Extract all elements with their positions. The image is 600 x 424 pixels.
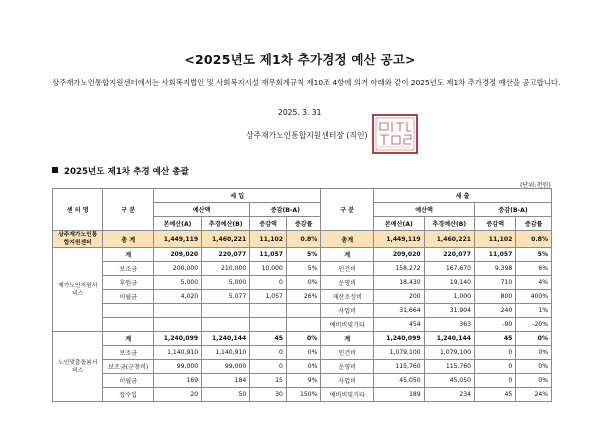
table-row xyxy=(53,332,552,346)
table-row xyxy=(53,262,552,276)
page-title: <2025년도 제1차 추가경정 예산 공고> xyxy=(184,52,416,67)
expense-category: 계 xyxy=(321,332,374,346)
expense-value: 115,760 xyxy=(374,360,424,374)
revenue-value xyxy=(202,304,250,318)
revenue-value: 184 xyxy=(202,374,250,388)
signer-name: 상주재가노인통합지원센터장 (직인) xyxy=(246,131,368,140)
revenue-category: 이월금 xyxy=(103,374,153,388)
revenue-category: 보조금 xyxy=(103,346,153,360)
header-amount-exp: 증감액 xyxy=(475,217,516,231)
expense-category: 인건비 xyxy=(321,262,374,276)
expense-value: 0% xyxy=(516,360,552,374)
header-expense: 세 출 xyxy=(374,189,552,203)
revenue-value xyxy=(286,304,320,318)
expense-value: 0 xyxy=(475,360,516,374)
total-gubun: 총 계 xyxy=(103,231,153,248)
expense-value: 45 xyxy=(475,388,516,402)
revenue-value: 209,020 xyxy=(153,248,201,262)
expense-value: 11,057 xyxy=(475,248,516,262)
header-rate-rev: 증감률 xyxy=(286,217,320,231)
header-diff-exp: 증감(B-A) xyxy=(475,203,552,217)
revenue-value xyxy=(250,318,287,332)
expense-value: 9,398 xyxy=(475,262,516,276)
revenue-value: 210,000 xyxy=(202,262,250,276)
revenue-value: 10,000 xyxy=(250,262,287,276)
intro-paragraph: 상주재가노인통합지원센터에서는 사회복지법인 및 사회복지시설 재무회계규칙 제10조 4항에 의거 아래와 같이 2025년도 제1차 추가경정 예산을 공고합니다. xyxy=(52,78,561,87)
table-cell: 1,449,119 xyxy=(153,231,201,248)
header-amount-rev: 증감액 xyxy=(250,217,287,231)
header-diff-rev: 증감(B-A) xyxy=(250,203,321,217)
group-service-2 xyxy=(53,332,552,402)
revenue-value: 30 xyxy=(250,388,287,402)
expense-value: 0 xyxy=(475,374,516,388)
table-row xyxy=(53,304,552,318)
expense-value: 454 xyxy=(374,318,424,332)
revenue-value: 220,077 xyxy=(202,248,250,262)
total-row xyxy=(53,231,552,248)
official-seal-icon xyxy=(370,113,420,155)
expense-value: 400% xyxy=(516,290,552,304)
table-cell: 0.8% xyxy=(516,231,552,248)
expense-value: 710 xyxy=(475,276,516,290)
revenue-value: 0% xyxy=(286,332,320,346)
revenue-category: 후원금 xyxy=(103,276,153,290)
revenue-value: 150% xyxy=(286,388,320,402)
expense-value: 1,079,100 xyxy=(424,346,474,360)
revenue-value: 5,000 xyxy=(153,276,201,290)
expense-value: 24% xyxy=(516,388,552,402)
square-bullet-icon xyxy=(52,167,58,173)
section-title: 2025년도 제1차 추경 예산 총괄 xyxy=(64,167,189,177)
revenue-category xyxy=(103,318,153,332)
unit-label: (단위:천원) xyxy=(520,182,551,189)
revenue-category: 이월금 xyxy=(103,290,153,304)
header-row-1 xyxy=(53,189,552,203)
expense-category: 재산조성비 xyxy=(321,290,374,304)
section-heading xyxy=(52,165,189,177)
expense-value: 31,904 xyxy=(424,304,474,318)
table-cell: 1,460,221 xyxy=(202,231,250,248)
expense-category: 인건비 xyxy=(321,346,374,360)
expense-value: 45,050 xyxy=(424,374,474,388)
revenue-value: 0% xyxy=(286,346,320,360)
expense-category: 예비비및기타 xyxy=(321,388,374,402)
table-row xyxy=(53,290,552,304)
expense-value: 167,670 xyxy=(424,262,474,276)
revenue-value: 1,140,910 xyxy=(153,346,201,360)
group-org: 재가노인지원서비스 xyxy=(53,248,103,332)
header-supp-rev: 추경예산(B) xyxy=(202,217,250,231)
expense-value: 6% xyxy=(516,262,552,276)
expense-value: 363 xyxy=(424,318,474,332)
expense-category: 운영비 xyxy=(321,276,374,290)
header-budget-exp: 예산액 xyxy=(374,203,475,217)
expense-value: 1,240,099 xyxy=(374,332,424,346)
expense-value: 45,050 xyxy=(374,374,424,388)
table-cell: 0.8% xyxy=(286,231,320,248)
announcement-date: 2025. 3. 31 xyxy=(278,108,322,117)
table-row xyxy=(53,276,552,290)
expense-value: 45 xyxy=(475,332,516,346)
table-cell: 11,102 xyxy=(475,231,516,248)
expense-category: 계 xyxy=(321,248,374,262)
expense-value: 19,140 xyxy=(424,276,474,290)
expense-category: 예비비및기타 xyxy=(321,318,374,332)
table-cell: 1,460,221 xyxy=(424,231,474,248)
revenue-category xyxy=(103,304,153,318)
revenue-value xyxy=(153,318,201,332)
revenue-category: 보조금(군청비) xyxy=(103,360,153,374)
revenue-value: 0 xyxy=(250,360,287,374)
expense-value: 5% xyxy=(516,248,552,262)
revenue-value: 1,057 xyxy=(250,290,287,304)
revenue-value: 26% xyxy=(286,290,320,304)
expense-value: 800 xyxy=(475,290,516,304)
expense-value: 220,077 xyxy=(424,248,474,262)
table-cell: 1,449,119 xyxy=(374,231,424,248)
revenue-value: 0% xyxy=(286,360,320,374)
group-service-1 xyxy=(53,248,552,332)
table-row xyxy=(53,248,552,262)
expense-value: 18,430 xyxy=(374,276,424,290)
revenue-value: 9% xyxy=(286,374,320,388)
expense-value: -20% xyxy=(516,318,552,332)
revenue-category: 계 xyxy=(103,248,153,262)
header-supp-exp: 추경예산(B) xyxy=(424,217,474,231)
total-exp-gubun: 총계 xyxy=(321,231,374,248)
expense-value: 209,020 xyxy=(374,248,424,262)
revenue-value: 0 xyxy=(250,346,287,360)
revenue-value: 1,240,144 xyxy=(202,332,250,346)
revenue-value: 5,077 xyxy=(202,290,250,304)
header-center: 센 터 명 xyxy=(53,189,103,231)
expense-value: 1,079,100 xyxy=(374,346,424,360)
expense-category: 사업비 xyxy=(321,304,374,318)
header-revenue: 세 입 xyxy=(153,189,320,203)
expense-value: 1,240,144 xyxy=(424,332,474,346)
revenue-value: 0% xyxy=(286,276,320,290)
revenue-value: 1,140,910 xyxy=(202,346,250,360)
revenue-value: 45 xyxy=(250,332,287,346)
revenue-category: 계 xyxy=(103,332,153,346)
expense-value: 4% xyxy=(516,276,552,290)
expense-value: 0% xyxy=(516,332,552,346)
budget-summary-table xyxy=(52,188,552,402)
table-row xyxy=(53,374,552,388)
group-org: 노인맞춤돌봄서비스 xyxy=(53,332,103,402)
header-orig-rev: 본예산(A) xyxy=(153,217,201,231)
table-row xyxy=(53,346,552,360)
header-gubun-exp: 구 분 xyxy=(321,189,374,231)
revenue-value: 200,000 xyxy=(153,262,201,276)
expense-value: 1,000 xyxy=(424,290,474,304)
revenue-value xyxy=(153,304,201,318)
header-rate-exp: 증감률 xyxy=(516,217,552,231)
revenue-category: 잡수입 xyxy=(103,388,153,402)
revenue-value: 11,057 xyxy=(250,248,287,262)
expense-value: 31,664 xyxy=(374,304,424,318)
expense-value: 0% xyxy=(516,346,552,360)
table-row xyxy=(53,360,552,374)
revenue-category: 보조금 xyxy=(103,262,153,276)
expense-value: -90 xyxy=(475,318,516,332)
revenue-value: 5% xyxy=(286,248,320,262)
revenue-value: 1,240,099 xyxy=(153,332,201,346)
total-org: 상주재가노인통합지원센터 xyxy=(53,231,103,248)
revenue-value: 169 xyxy=(153,374,201,388)
expense-category: 운영비 xyxy=(321,360,374,374)
expense-value: 189 xyxy=(374,388,424,402)
revenue-value xyxy=(286,318,320,332)
revenue-value: 5,000 xyxy=(202,276,250,290)
expense-value: 1% xyxy=(516,304,552,318)
expense-value: 0% xyxy=(516,374,552,388)
revenue-value: 20 xyxy=(153,388,201,402)
revenue-value: 15 xyxy=(250,374,287,388)
expense-value: 234 xyxy=(424,388,474,402)
expense-value: 158,272 xyxy=(374,262,424,276)
revenue-value: 0 xyxy=(250,276,287,290)
expense-value: 240 xyxy=(475,304,516,318)
revenue-value: 50 xyxy=(202,388,250,402)
revenue-value: 4,020 xyxy=(153,290,201,304)
table-row xyxy=(53,388,552,402)
revenue-value: 99,000 xyxy=(153,360,201,374)
expense-value: 0 xyxy=(475,346,516,360)
expense-value: 200 xyxy=(374,290,424,304)
revenue-value: 5% xyxy=(286,262,320,276)
table-cell: 11,102 xyxy=(250,231,287,248)
header-budget-rev: 예산액 xyxy=(153,203,249,217)
header-gubun-rev: 구 분 xyxy=(103,189,153,231)
revenue-value: 99,000 xyxy=(202,360,250,374)
header-orig-exp: 본예산(A) xyxy=(374,217,424,231)
expense-category: 사업비 xyxy=(321,374,374,388)
expense-value: 115,760 xyxy=(424,360,474,374)
table-row xyxy=(53,318,552,332)
revenue-value xyxy=(250,304,287,318)
revenue-value xyxy=(202,318,250,332)
